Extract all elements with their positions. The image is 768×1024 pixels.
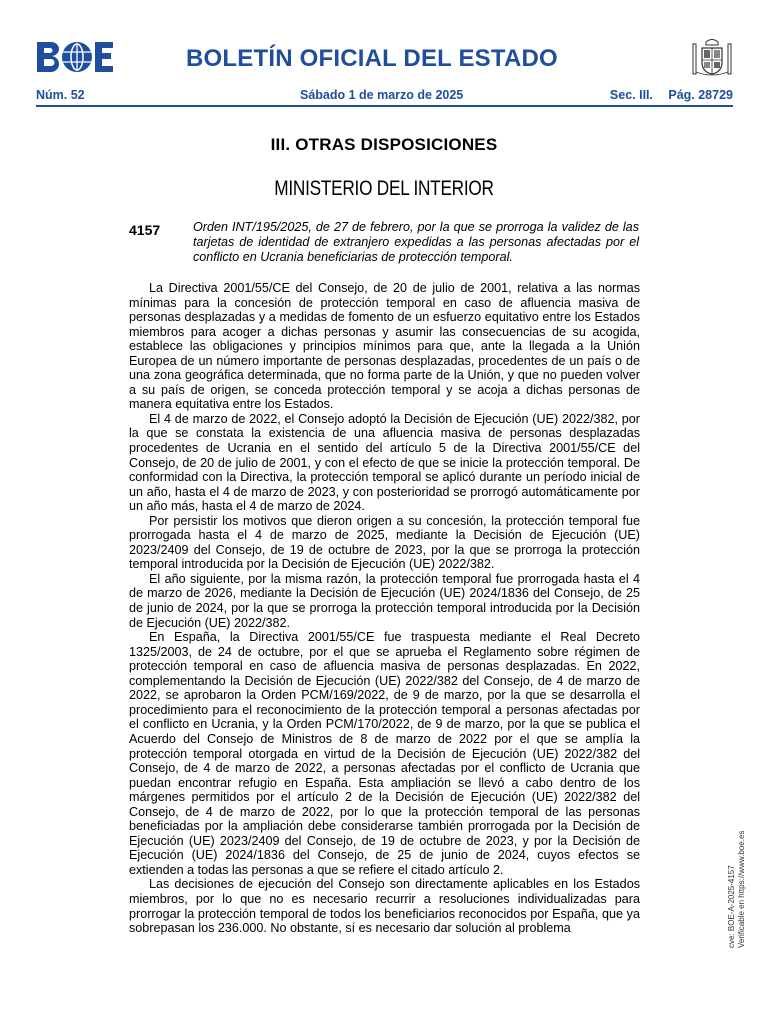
issue-meta — [36, 88, 733, 104]
coat-of-arms-icon — [690, 36, 734, 80]
verification-note — [727, 818, 749, 948]
paragraph: En España, la Directiva 2001/55/CE fue traspuesta mediante el Real Decreto 1325/2003, de 24 de octubre, por el que se aprueba el Reglamento sobre régimen de protección temporal en caso de afluencia masiva de personas desplazadas. En 2022, complementando la Decisión de Ejecución (UE) 2022/382 del Consejo, de 4 de marzo de 2022, se aprobaron la Orden PCM/169/2022, de 9 de marzo, por la que se desarrolla el procedimiento para el reconocimiento de la protección temporal a personas afectadas por el conflicto en Ucrania, y la Orden PCM/170/2022, de 9 de marzo, por la que se publica el Acuerdo del Consejo de Ministros de 8 de marzo de 2022 por el que se amplía la protección temporal otorgada en virtud de la Decisión de Ejecución (UE) 2022/382 del Consejo, de 4 de marzo de 2022, a personas afectadas por el conflicto de Ucrania que puedan encontrar refugio en España. Esta ampliación se llevó a cabo dentro de los márgenes permitidos por el artículo 2 de la Decisión de Ejecución (UE) 2022/382 del Consejo, de 4 de marzo de 2022, por lo que la protección temporal de las personas beneficiadas por la ampliación debe considerarse también prorrogada por la Decisión de Ejecución (UE) 2023/2409 del Consejo, de 19 de octubre de 2023, y por la Decisión de Ejecución (UE) 2024/1836 del Consejo, de 25 de junio de 2024, cuyos efectos se extienden a todas las personas a que se refiere el citado artículo 2. — [129, 630, 640, 877]
cve-code: cve: BOE-A-2025-4157 — [727, 865, 736, 948]
issue-date: Sábado 1 de marzo de 2025 — [300, 88, 464, 102]
verify-link[interactable]: Verificable en https://www.boe.es — [737, 830, 746, 948]
paragraph: El 4 de marzo de 2022, el Consejo adoptó la Decisión de Ejecución (UE) 2022/382, por la que se constata la existencia de una afluencia masiva de personas desplazadas procedentes de Ucrania en el sentido del artículo 5 de la Directiva 2001/55/CE del Consejo, de 20 de julio de 2001, y con el efecto de que se inicie la protección temporal. De conformidad con la Directiva, la protección temporal se aplicó durante un período inicial de un año, hasta el 4 de marzo de 2023, y con posterioridad se prorrogó automáticamente por un año más, hasta el 4 de marzo de 2024. — [129, 411, 640, 514]
document-body — [129, 281, 640, 936]
paragraph: El año siguiente, por la misma razón, la protección temporal fue prorrogada hasta el 4 de marzo de 2026, mediante la Decisión de Ejecución (UE) 2024/1836 del Consejo, de 25 de junio de 2024, por la que se prorroga la protección temporal introducida por la Decisión de Ejecución (UE) 2022/382. — [129, 571, 640, 630]
paragraph: Por persistir los motivos que dieron origen a su concesión, la protección temporal fue prorrogada hasta el 4 de marzo de 2025, mediante la Decisión de Ejecución (UE) 2023/2409 del Consejo, de 19 de octubre de 2023, por la que se prorroga la protección temporal introducida por la Decisión de Ejecución (UE) 2022/382. — [129, 513, 640, 572]
section-title: III. OTRAS DISPOSICIONES — [270, 135, 498, 154]
bulletin-title: BOLETÍN OFICIAL DEL ESTADO — [186, 45, 558, 72]
order-number: 4157 — [129, 222, 161, 238]
page-header — [0, 0, 768, 110]
issue-section: Sec. III. — [609, 88, 653, 102]
paragraph: La Directiva 2001/55/CE del Consejo, de 20 de julio de 2001, relativa a las normas mínimas para la concesión de protección temporal en caso de afluencia masiva de personas desplazadas y a medidas de fomento de un esfuerzo equitativo entre los Estados miembros para acoger a dichas personas y asumir las consecuencias de su acogida, establece las obligaciones y principios mínimos para que, ante la llegada a la Unión Europea de un número importante de personas desplazadas, procedentes de un país o de una zona geográfica determinada, que no forma parte de la Unión, y que no pueden volver a su país de origen, se conceda protección temporal y se acoja a dichas personas de manera equitativa entre los Estados. — [129, 281, 640, 412]
issue-number: Núm. 52 — [36, 88, 85, 102]
issue-page: Pág. 28729 — [668, 88, 733, 102]
paragraph: Las decisiones de ejecución del Consejo son directamente aplicables en los Estados miembros, por lo que no es necesario recurrir a resoluciones individualizadas para prorrogar la protección temporal de todos los beneficiarios reconocidos por España, que ya sobrepasan los 236.000. No obstante, sí es necesario dar solución al problema — [129, 877, 640, 936]
ministry-title: MINISTERIO DEL INTERIOR — [274, 177, 494, 200]
boe-logo-icon — [35, 40, 115, 74]
header-divider — [36, 105, 733, 107]
order-summary: Orden INT/195/2025, de 27 de febrero, por la que se prorroga la validez de las tarjetas de identidad de extranjero expedidas a las personas afectadas por el conflicto en Ucrania beneficiarias de protección temporal. — [193, 220, 639, 264]
